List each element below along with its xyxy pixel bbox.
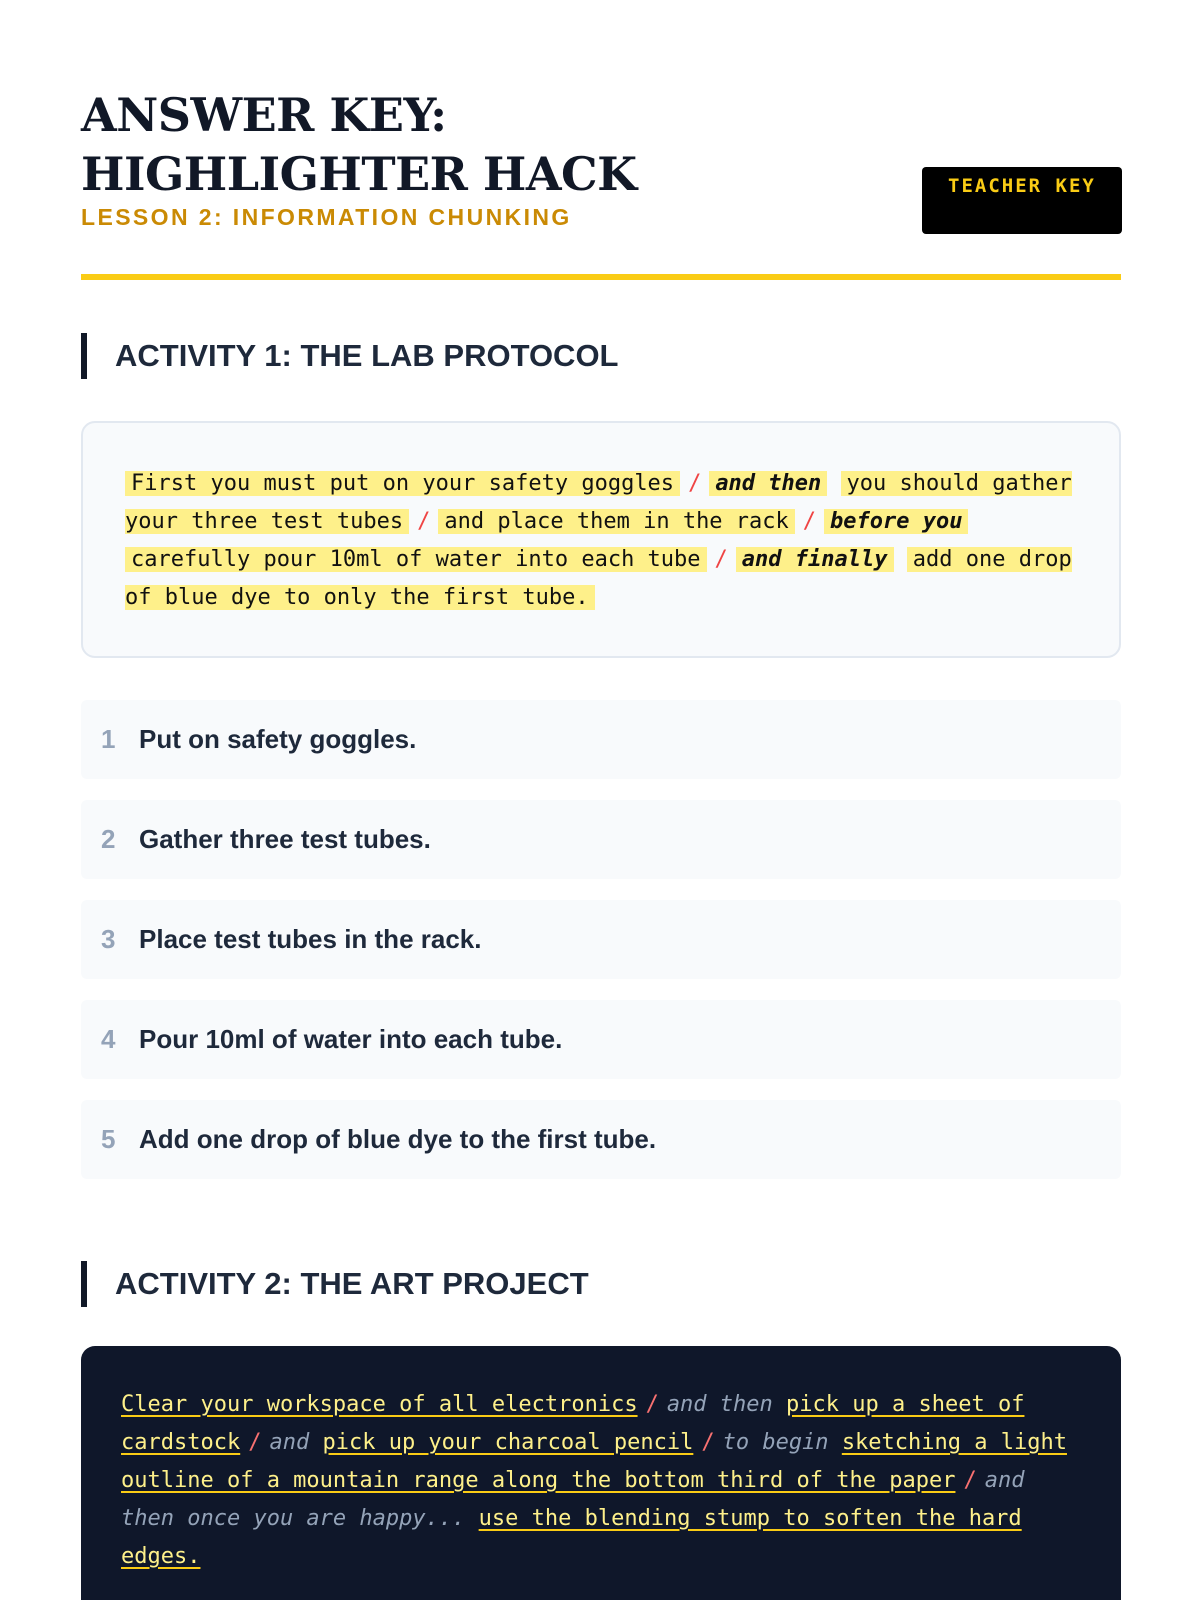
step-number: 1 — [101, 724, 116, 754]
filler-words: and — [269, 1430, 310, 1455]
activity-2-heading: ACTIVITY 2: THE ART PROJECT — [81, 1261, 1121, 1307]
filler-words: and then once you are happy... — [121, 1468, 1025, 1531]
step-number: 3 — [101, 924, 116, 954]
step-text: Gather three test tubes. — [139, 824, 431, 854]
step-text: Add one drop of blue dye to the first tube. — [139, 1124, 657, 1154]
chunk-divider: / — [417, 509, 431, 534]
chunk: you should gather your three test tubes — [125, 471, 1072, 534]
chunk-divider: / — [714, 547, 728, 572]
filler-words: to begin — [722, 1430, 829, 1455]
chunk: pick up your charcoal pencil — [322, 1430, 694, 1455]
page-header — [81, 86, 1121, 276]
list-item — [81, 900, 1121, 979]
connector-word: before you — [824, 509, 968, 534]
chunk: add one drop of blue dye to only the first tube. — [125, 547, 1072, 610]
chunk: use the blending stump to soften the hard edges. — [121, 1506, 1022, 1569]
list-item — [81, 1000, 1121, 1079]
step-text: Put on safety goggles. — [139, 724, 417, 754]
chunk: carefully pour 10ml of water into each tube — [125, 547, 707, 572]
teacher-key-badge: TEACHER KEY — [922, 167, 1122, 234]
art-project-passage — [81, 1346, 1121, 1600]
step-text: Place test tubes in the rack. — [139, 924, 482, 954]
activity-1-heading: ACTIVITY 1: THE LAB PROTOCOL — [81, 333, 1121, 379]
lab-protocol-text — [125, 465, 1079, 617]
chunk-divider: / — [701, 1430, 715, 1455]
chunk: pick up a sheet of cardstock — [121, 1392, 1025, 1455]
connector-word: and then — [709, 471, 827, 496]
step-list — [81, 700, 1121, 1200]
chunk-divider: / — [802, 509, 817, 534]
chunk-divider: / — [688, 471, 702, 496]
list-item — [81, 800, 1121, 879]
filler-words: and then — [666, 1392, 773, 1417]
chunk: Clear your workspace of all electronics — [121, 1392, 638, 1417]
chunk-divider: / — [963, 1468, 977, 1493]
step-number: 5 — [101, 1124, 116, 1154]
page-title: ANSWER KEY: HIGHLIGHTER HACK — [81, 88, 637, 201]
chunk: First you must put on your safety goggles — [125, 471, 680, 496]
chunk-divider: / — [645, 1392, 659, 1417]
step-number: 4 — [101, 1024, 116, 1054]
step-text: Pour 10ml of water into each tube. — [139, 1024, 563, 1054]
lesson-subtitle: LESSON 2: INFORMATION CHUNKING — [81, 204, 572, 230]
list-item — [81, 700, 1121, 779]
chunk-divider: / — [248, 1430, 262, 1455]
art-project-text — [121, 1386, 1081, 1576]
step-number: 2 — [101, 824, 116, 854]
connector-word: and finally — [736, 547, 894, 572]
chunk: and place them in the rack — [438, 509, 794, 534]
chunk: sketching a light outline of a mountain range along the bottom third of the paper — [121, 1430, 1067, 1493]
header-divider — [81, 274, 1121, 280]
list-item — [81, 1100, 1121, 1179]
lab-protocol-passage — [81, 421, 1121, 658]
